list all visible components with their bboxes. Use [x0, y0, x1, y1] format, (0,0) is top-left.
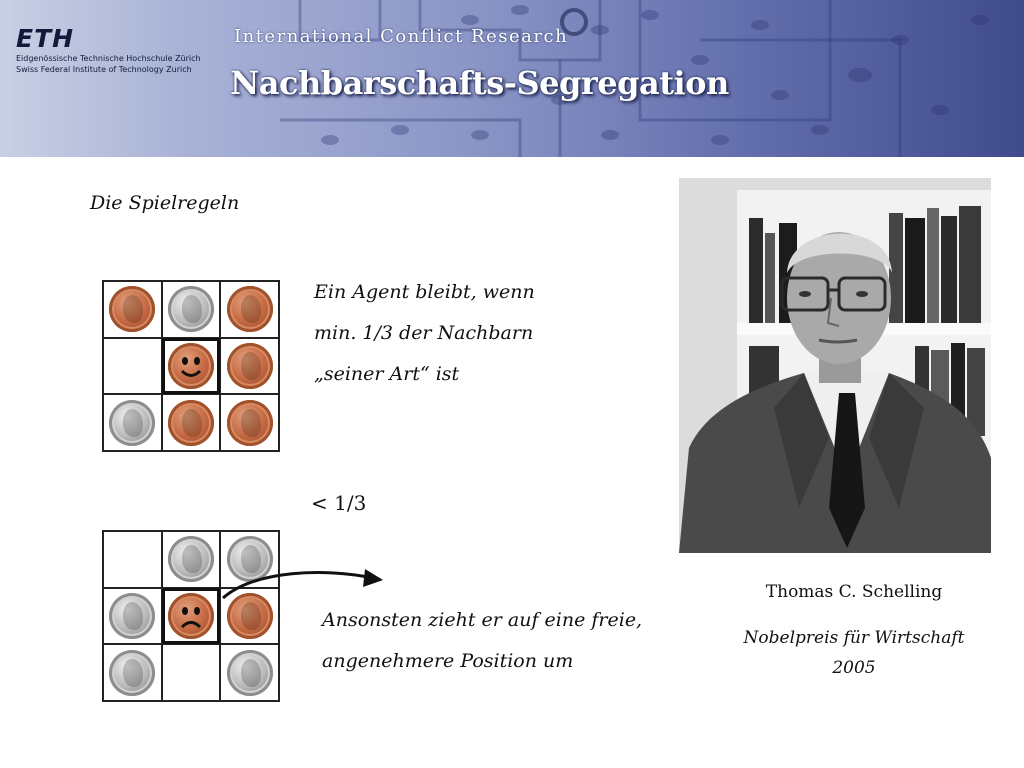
grid-cell [103, 531, 162, 588]
program-name: International Conflict Research [234, 26, 569, 47]
institution-name [16, 53, 201, 75]
happy-agent-icon [168, 343, 214, 389]
rule-stay-line-1: Ein Agent bleibt, wenn [314, 281, 535, 303]
grid-cell [220, 338, 279, 395]
rule-stay-line-2: min. 1/3 der Nachbarn [314, 322, 534, 344]
threshold-label: < 1/3 [311, 491, 367, 515]
slide-title: Nachbarschafts-Segregation [230, 64, 729, 102]
grid-cell [162, 338, 221, 395]
grid-cell [220, 644, 279, 701]
penny-coin-icon [227, 343, 273, 389]
portrait-prize: Nobelpreis für Wirtschaft [743, 628, 965, 648]
schelling-portrait [679, 178, 991, 553]
grid-cell [162, 281, 221, 338]
institution-line-2: Swiss Federal Institute of Technology Zurich [16, 65, 192, 74]
penny-coin-icon [227, 286, 273, 332]
sad-agent-icon [168, 593, 214, 639]
grid-cell [162, 644, 221, 701]
penny-coin-icon [109, 286, 155, 332]
section-subtitle: Die Spielregeln [90, 192, 240, 214]
penny-coin-icon [168, 400, 214, 446]
rule-stay-line-3: „seiner Art“ ist [314, 363, 460, 385]
rule-move-line-2: angenehmere Position um [322, 650, 574, 672]
dime-coin-icon [168, 536, 214, 582]
grid-cell [103, 644, 162, 701]
grid-cell [103, 281, 162, 338]
dime-coin-icon [109, 593, 155, 639]
grid-cell [103, 588, 162, 645]
grid-cell [162, 531, 221, 588]
grid-cell [220, 394, 279, 451]
portrait-image [679, 178, 991, 553]
grid-cell [162, 588, 221, 645]
rule-move-line-1: Ansonsten zieht er auf eine freie, [322, 609, 643, 631]
neighborhood-grid-stay [102, 280, 280, 452]
rule-move-text [322, 600, 662, 682]
portrait-caption-prize [679, 623, 1024, 683]
portrait-year: 2005 [832, 658, 876, 678]
dime-coin-icon [168, 286, 214, 332]
grid-cell [103, 394, 162, 451]
eth-logo: ETH [16, 24, 75, 53]
grid-cell [162, 394, 221, 451]
rule-stay-text [314, 272, 564, 395]
penny-coin-icon [227, 400, 273, 446]
dime-coin-icon [227, 650, 273, 696]
portrait-caption-name: Thomas C. Schelling [765, 582, 943, 602]
grid-cell [103, 338, 162, 395]
dime-coin-icon [109, 650, 155, 696]
grid-cell [220, 281, 279, 338]
dime-coin-icon [109, 400, 155, 446]
institution-line-1: Eidgenössische Technische Hochschule Zürich [16, 54, 201, 63]
header-banner [0, 0, 1024, 157]
